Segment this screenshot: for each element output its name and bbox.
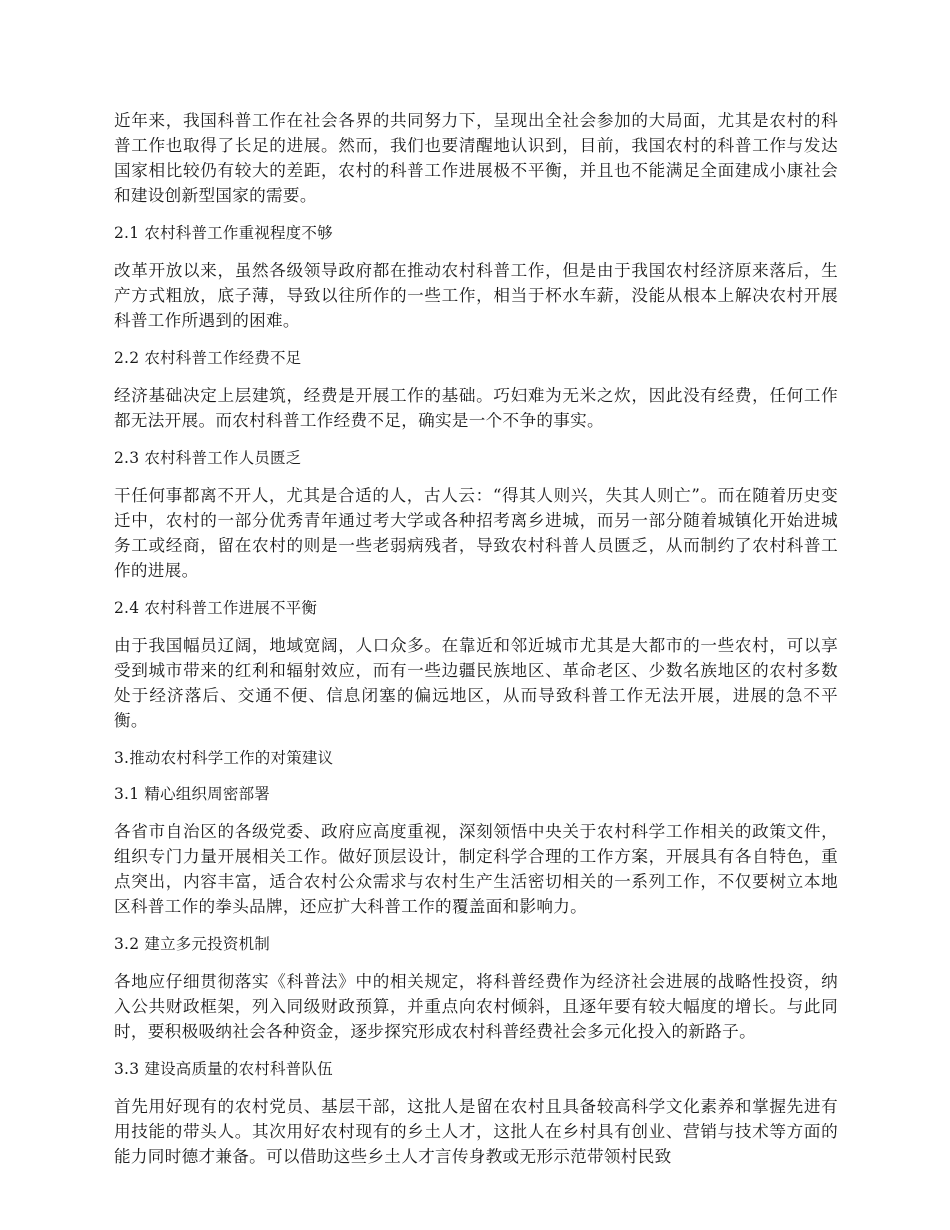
section-2-1-heading: 2.1 农村科普工作重视程度不够 [114, 224, 333, 242]
section-2-2-paragraph: 经济基础决定上层建筑，经费是开展工作的基础。巧妇难为无米之炊，因此没有经费，任何工作都无法开展。而农村科普工作经费不足，确实是一个不争的事实。 [114, 386, 838, 430]
section-3-3-heading: 3.3 建设高质量的农村科普队伍 [114, 1060, 333, 1078]
section-2-4-paragraph: 由于我国幅员辽阔，地域宽阔，人口众多。在靠近和邻近城市尤其是大都市的一些农村，可以享受到城市带来的红利和辐射效应，而有一些边疆民族地区、革命老区、少数名族地区的农村多数处于经济落后、交通不便、信息闭塞的偏远地区，从而导致科普工作无法开展，进展的急不平衡。 [114, 636, 838, 730]
section-3-2-heading: 3.2 建立多元投资机制 [114, 935, 270, 953]
section-2-3-paragraph: 干任何事都离不开人，尤其是合适的人，古人云：“得其人则兴，失其人则亡”。而在随着历史变迁中，农村的一部分优秀青年通过考大学或各种招考离乡进城，而另一部分随着城镇化开始进城务工或经商，留在农村的则是一些老弱病残者，导致农村科普人员匮乏，从而制约了农村科普工作的进展。 [114, 486, 838, 580]
section-2-2-heading: 2.2 农村科普工作经费不足 [114, 349, 302, 367]
section-2-4-heading: 2.4 农村科普工作进展不平衡 [114, 599, 318, 617]
section-3-1-paragraph: 各省市自治区的各级党委、政府应高度重视，深刻领悟中央关于农村科学工作相关的政策文件，组织专门力量开展相关工作。做好顶层设计，制定科学合理的工作方案，开展具有各自特色，重点突出，内容丰富，适合农村公众需求与农村生产生活密切相关的一系列工作，不仅要树立本地区科普工作的拳头品牌，还应扩大科普工作的覆盖面和影响力。 [114, 822, 838, 916]
intro-paragraph: 近年来，我国科普工作在社会各界的共同努力下，呈现出全社会参加的大局面，尤其是农村的科普工作也取得了长足的进展。然而，我们也要清醒地认识到，目前，我国农村的科普工作与发达国家相比较仍有较大的差距，农村的科普工作进展极不平衡，并且也不能满足全面建成小康社会和建设创新型国家的需要。 [114, 111, 838, 205]
section-3-heading: 3.推动农村科学工作的对策建议 [114, 749, 334, 767]
section-2-1-paragraph: 改革开放以来，虽然各级领导政府都在推动农村科普工作，但是由于我国农村经济原来落后，生产方式粗放，底子薄，导致以往所作的一些工作，相当于杯水车薪，没能从根本上解决农村开展科普工作所遇到的困难。 [114, 261, 838, 330]
section-3-2-paragraph: 各地应仔细贯彻落实《科普法》中的相关规定，将科普经费作为经济社会进展的战略性投资，纳入公共财政框架，列入同级财政预算，并重点向农村倾斜，且逐年要有较大幅度的增长。与此同时，要积极吸纳社会各种资金，逐步探究形成农村科普经费社会多元化投入的新路子。 [114, 972, 838, 1041]
section-2-3-heading: 2.3 农村科普工作人员匮乏 [114, 449, 302, 467]
section-3-1-heading: 3.1 精心组织周密部署 [114, 785, 270, 803]
section-3-3-paragraph: 首先用好现有的农村党员、基层干部，这批人是留在农村且具备较高科学文化素养和掌握先进有用技能的带头人。其次用好农村现有的乡土人才，这批人在乡村具有创业、营销与技术等方面的能力同时德才兼备。可以借助这些乡土人才言传身教或无形示范带领村民致 [114, 1097, 838, 1166]
